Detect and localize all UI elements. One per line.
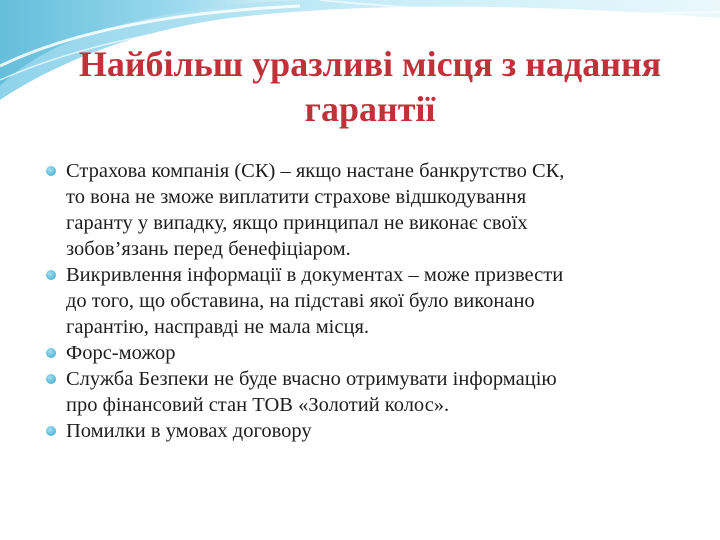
bullet-dot-icon — [46, 374, 56, 384]
bullet-text-line: до того, що обставина, на підставі якої було виконано — [66, 290, 535, 312]
bullet-text-line: Служба Безпеки не буде вчасно отримувати інформацію — [66, 368, 557, 390]
bullet-list — [46, 158, 686, 444]
list-item — [46, 418, 686, 444]
bullet-text-line: Страхова компанія (СК) – якщо настане банкрутство СК, — [66, 160, 565, 182]
list-item — [46, 158, 686, 262]
list-item — [46, 366, 686, 418]
bullet-text-line: зобов’язань перед бенефіціаром. — [66, 238, 351, 260]
page-title: Найбільш уразливі місця з надання гарантії — [78, 44, 662, 129]
bullet-text-line: гаранту у випадку, якщо принципал не виконає своїх — [66, 212, 528, 234]
bullet-text-line: Викривлення інформації в документах – може призвести — [66, 264, 564, 286]
list-item — [46, 262, 686, 340]
bullet-text-line: Форс-можор — [66, 342, 176, 364]
bullet-dot-icon — [46, 166, 56, 176]
bullet-text-line: гарантію, насправді не мала місця. — [66, 316, 370, 338]
list-item — [46, 340, 686, 366]
bullet-dot-icon — [46, 426, 56, 436]
bullet-text-line: то вона не зможе виплатити страхове відшкодування — [66, 186, 527, 208]
bullet-dot-icon — [46, 348, 56, 358]
bullet-text-line: про фінансовий стан ТОВ «Золотий колос». — [66, 394, 450, 416]
bullet-text-line: Помилки в умовах договору — [66, 420, 312, 442]
bullet-dot-icon — [46, 270, 56, 280]
